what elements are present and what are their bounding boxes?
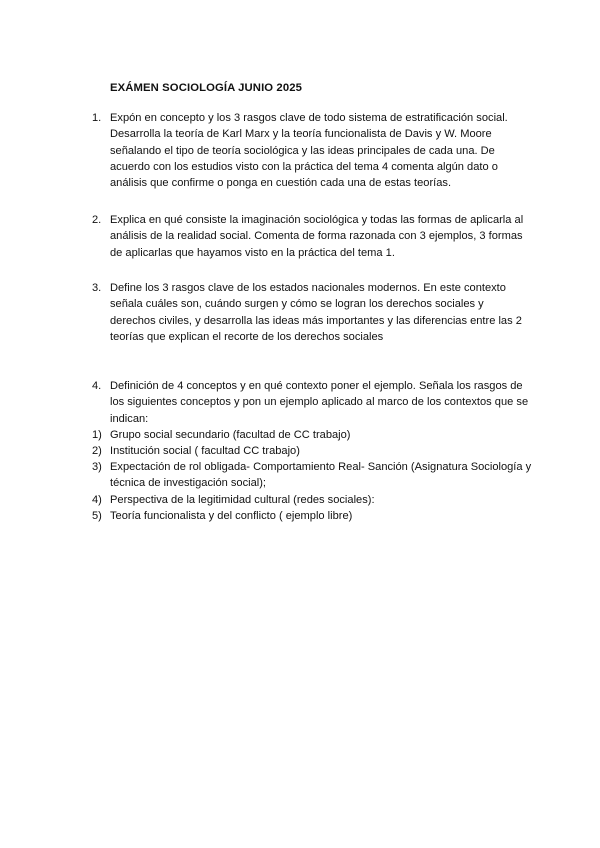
question-4 [92, 378, 532, 427]
subitem-text: Grupo social secundario (facultad de CC trabajo) [110, 429, 351, 441]
exam-title: EXÁMEN SOCIOLOGÍA JUNIO 2025 [110, 82, 302, 94]
subitem-text: Perspectiva de la legitimidad cultural (redes sociales): [110, 494, 375, 506]
subitem-text: Institución social ( facultad CC trabajo) [110, 445, 300, 457]
subitem-number: 3) [92, 461, 102, 473]
subitem-number: 5) [92, 510, 102, 522]
question-text: Expón en concepto y los 3 rasgos clave de todo sistema de estratificación social. Desarrolla la teoría de Karl Marx y la teoría funcionalista de Davis y W. Moore señalando el tipo de teoría sociológica y las ideas principales de cada una. De acuerdo con los estudios visto con la práctica del tema 4 comenta algún dato o análisis que confirme o ponga en cuestión cada una de estas teorías. [110, 112, 508, 190]
subitem-text: Expectación de rol obligada- Comportamiento Real- Sanción (Asignatura Sociología y técnica de investigación social); [110, 461, 532, 490]
subitem-3 [92, 459, 532, 492]
subitem-number: 2) [92, 445, 102, 457]
subitem-2 [92, 443, 532, 459]
subitem-1 [92, 427, 532, 443]
question-number: 3. [92, 282, 102, 294]
subitem-text: Teoría funcionalista y del conflicto ( ejemplo libre) [110, 510, 353, 522]
question-number: 2. [92, 214, 102, 226]
subitem-4 [92, 492, 532, 508]
subitem-5 [92, 508, 532, 524]
question-number: 4. [92, 380, 102, 392]
subitem-number: 4) [92, 494, 102, 506]
question-text: Definición de 4 conceptos y en qué contexto poner el ejemplo. Señala los rasgos de los siguientes conceptos y pon un ejemplo aplicado al marco de los contextos que se indican: [110, 380, 529, 425]
question-3 [92, 280, 532, 345]
question-text: Define los 3 rasgos clave de los estados nacionales modernos. En este contexto señala cuáles son, cuándo surgen y cómo se logran los derechos sociales y derechos civiles, y desarrolla las ideas más importantes y las diferencias entre las 2 teorías que explican el recorte de los derechos sociales [110, 282, 522, 343]
question-text: Explica en qué consiste la imaginación sociológica y todas las formas de aplicarla al análisis de la realidad social. Comenta de forma razonada con 3 ejemplos, 3 formas de aplicarlas que hayamos visto en la práctica del tema 1. [110, 214, 524, 259]
question-1 [92, 110, 532, 191]
subitem-number: 1) [92, 429, 102, 441]
question-number: 1. [92, 112, 102, 124]
question-2 [92, 212, 532, 261]
